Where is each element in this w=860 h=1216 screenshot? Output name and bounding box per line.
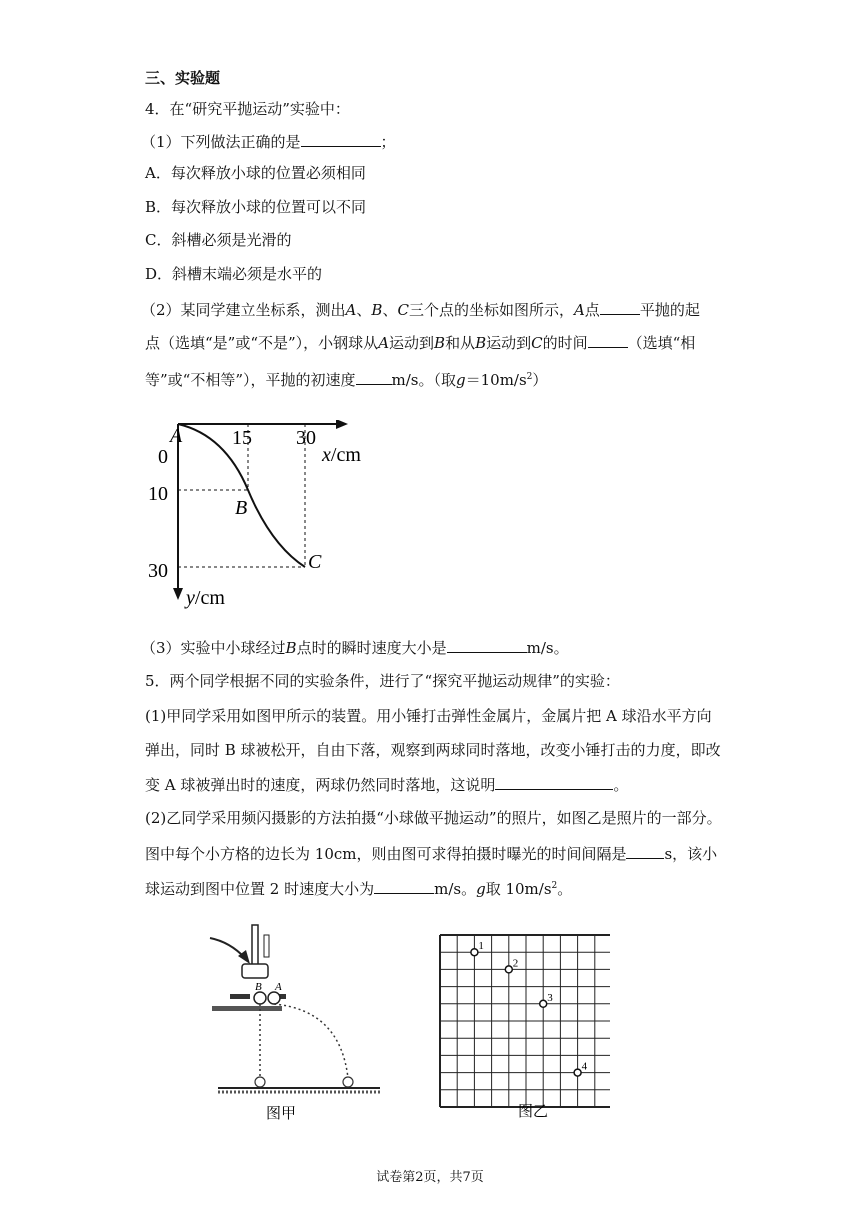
- point-a-ref-2: A: [573, 301, 585, 319]
- graph-xlabel: [321, 444, 361, 466]
- spring-plate: [264, 935, 269, 957]
- q4-part2-blank2[interactable]: [588, 332, 628, 348]
- graph-tick-x30: 30: [296, 427, 316, 449]
- graph-xlabel-unit: /cm: [330, 444, 361, 466]
- q4-part3-a: （3）实验中小球经过: [141, 639, 286, 657]
- q5-part1-blank[interactable]: [495, 774, 613, 790]
- q4-part1-blank[interactable]: [301, 131, 381, 147]
- q5-part2-l3-sup: 2: [551, 881, 558, 891]
- q4-part2-l2-e: 的时间: [542, 334, 588, 352]
- q5-part2-l3-c: 取 10m/s: [485, 880, 552, 898]
- grid-point-2: [505, 966, 512, 973]
- ball-a-landing: [343, 1077, 353, 1087]
- graph-xlabel-var: x: [322, 444, 331, 466]
- grid-point-label-3: 3: [547, 991, 553, 1004]
- y-axis-arrow: [173, 588, 183, 600]
- graph-tick-x15: 15: [232, 427, 252, 449]
- q4-part3: [141, 637, 569, 658]
- q4-part2-text-b: 三个点的坐标如图所示，: [408, 301, 574, 319]
- q5-part1-line3: [145, 774, 628, 795]
- q4-part2-line2: [145, 332, 695, 353]
- q4-part1-end: ；: [380, 133, 396, 151]
- ball-a-trajectory: [274, 1004, 348, 1078]
- q5-part1-l3-end: 。: [613, 776, 629, 794]
- q4-stem: 4．在“研究平抛运动”实验中：: [145, 100, 350, 118]
- graph-ylabel-unit: /cm: [194, 587, 225, 609]
- q4-part2-l2-c: 和从: [445, 334, 476, 352]
- gravity-symbol-2: g: [476, 880, 486, 898]
- q4-part2-l3-a: 等”或“不相等”），平抛的初速度: [145, 371, 356, 389]
- q4-part2-blank1[interactable]: [600, 299, 640, 315]
- graph-ylabel-var: y: [186, 587, 195, 609]
- point-c-ref: C: [397, 301, 409, 319]
- caption-jia: 图甲: [266, 1106, 297, 1122]
- q4-part3-c: m/s。: [526, 639, 569, 657]
- point-a-ref: A: [345, 301, 357, 319]
- figure-jia-apparatus: [200, 920, 390, 1125]
- grid-point-3: [540, 1000, 547, 1007]
- q5-part1-line1: (1)甲同学采用如图甲所示的装置。用小锤打击弹性金属片，金属片把 A 球沿水平方向: [145, 707, 712, 725]
- graph-label-a: A: [170, 425, 183, 447]
- q4-part2-l2-b: 运动到: [389, 334, 435, 352]
- q5-part2-line2: [145, 843, 717, 864]
- ball-b-landing: [255, 1077, 265, 1087]
- label-ball-a: A: [275, 981, 282, 993]
- gravity-symbol: g: [456, 371, 466, 389]
- q4-option-c: C．斜槽必须是光滑的: [145, 231, 292, 249]
- q4-part2-sep2: 、: [382, 301, 398, 319]
- page-footer: 试卷第2页，共7页: [376, 1170, 484, 1185]
- trajectory-graph: [140, 420, 390, 615]
- point-a-ref-3: A: [378, 334, 390, 352]
- figure-yi-grid: [430, 930, 610, 1125]
- grid-lines: [440, 935, 610, 1107]
- q4-part2-text-a: （2）某同学建立坐标系，测出: [141, 301, 346, 319]
- point-b-ref-2: B: [434, 334, 446, 352]
- stand-platform-left: [230, 994, 250, 999]
- point-b-ref-3: B: [475, 334, 487, 352]
- grid-point-label-2: 2: [512, 957, 519, 970]
- q4-part2-line3: [145, 367, 547, 390]
- q5-part2-blank2[interactable]: [374, 878, 434, 894]
- q4-part2-l3-b: m/s。（取: [391, 371, 456, 389]
- grid-point-label-4: 4: [581, 1060, 588, 1073]
- q4-part2-sep1: 、: [356, 301, 372, 319]
- q5-part2-l3-d: 。: [557, 880, 573, 898]
- section-title: 三、实验题: [145, 69, 221, 87]
- q4-part2-l3-sup: 2: [526, 372, 533, 382]
- q4-option-a: A．每次释放小球的位置必须相同: [145, 164, 366, 182]
- graph-label-b: B: [235, 497, 248, 519]
- grid-point-4: [574, 1069, 581, 1076]
- graph-label-c: C: [308, 551, 322, 573]
- q4-part2-l2-d: 运动到: [486, 334, 532, 352]
- ball-b: [254, 992, 266, 1004]
- graph-tick-y10: 10: [148, 483, 168, 505]
- ball-a: [268, 992, 280, 1004]
- stand-base: [212, 1006, 282, 1011]
- q4-option-b: B．每次释放小球的位置可以不同: [145, 198, 367, 216]
- q5-part2-l2-end: s，该小: [664, 845, 718, 863]
- q5-part2-line1: (2)乙同学采用频闪摄影的方法拍摄“小球做平抛运动”的照片，如图乙是照片的一部分。: [145, 809, 722, 827]
- q5-part2-blank1[interactable]: [626, 843, 664, 859]
- q5-part2-l2-text: 图中每个小方格的边长为 10cm，则由图可求得拍摄时曝光的时间间隔是: [145, 845, 627, 863]
- point-b-ref: B: [371, 301, 383, 319]
- caption-yi: 图乙: [518, 1104, 549, 1120]
- q4-part3-blank[interactable]: [447, 637, 527, 653]
- q5-part2-line3: [145, 876, 572, 899]
- hammer-handle: [252, 925, 258, 967]
- grid-point-1: [471, 949, 478, 956]
- q5-part1-l3-text: 变 A 球被弹出时的速度，两球仍然同时落地，这说明: [145, 776, 496, 794]
- hammer-head: [242, 964, 268, 978]
- point-b-ref-4: B: [285, 639, 297, 657]
- q4-part3-b: 点时的瞬时速度大小是: [296, 639, 447, 657]
- q4-part1: [141, 131, 396, 152]
- q4-part2-text-c: 点: [584, 301, 600, 319]
- q4-part2-line1: [141, 299, 700, 320]
- label-ball-b: B: [255, 981, 262, 993]
- q4-part2-l3-d: ）: [532, 371, 548, 389]
- q4-part2-text-d: 平抛的起: [639, 301, 700, 319]
- graph-tick-y30: 30: [148, 560, 168, 582]
- point-c-ref-2: C: [531, 334, 543, 352]
- x-axis-arrow: [336, 420, 348, 429]
- q4-option-d: D．斜槽末端必须是水平的: [145, 265, 323, 283]
- q4-part2-blank3[interactable]: [356, 369, 392, 385]
- q5-part2-l3-b: m/s。: [434, 880, 477, 898]
- q4-part2-l2-a: 点（选填“是”或“不是”），小钢球从: [145, 334, 379, 352]
- graph-ylabel: [184, 587, 225, 609]
- q4-part2-l3-c: ＝10m/s: [465, 371, 527, 389]
- graph-label-zero: 0: [158, 446, 168, 468]
- q4-part2-l2-f: （选填“相: [627, 334, 696, 352]
- q4-part1-text: （1）下列做法正确的是: [141, 133, 301, 151]
- grid-point-label-1: 1: [478, 940, 484, 953]
- q5-part2-l3-text: 球运动到图中位置 2 时速度大小为: [145, 880, 375, 898]
- q5-part1-line2: 弹出，同时 B 球被松开，自由下落，观察到两球同时落地，改变小锤打击的力度，即改: [145, 741, 721, 759]
- q5-stem: 5．两个同学根据不同的实验条件，进行了“探究平抛运动规律”的实验：: [145, 672, 620, 690]
